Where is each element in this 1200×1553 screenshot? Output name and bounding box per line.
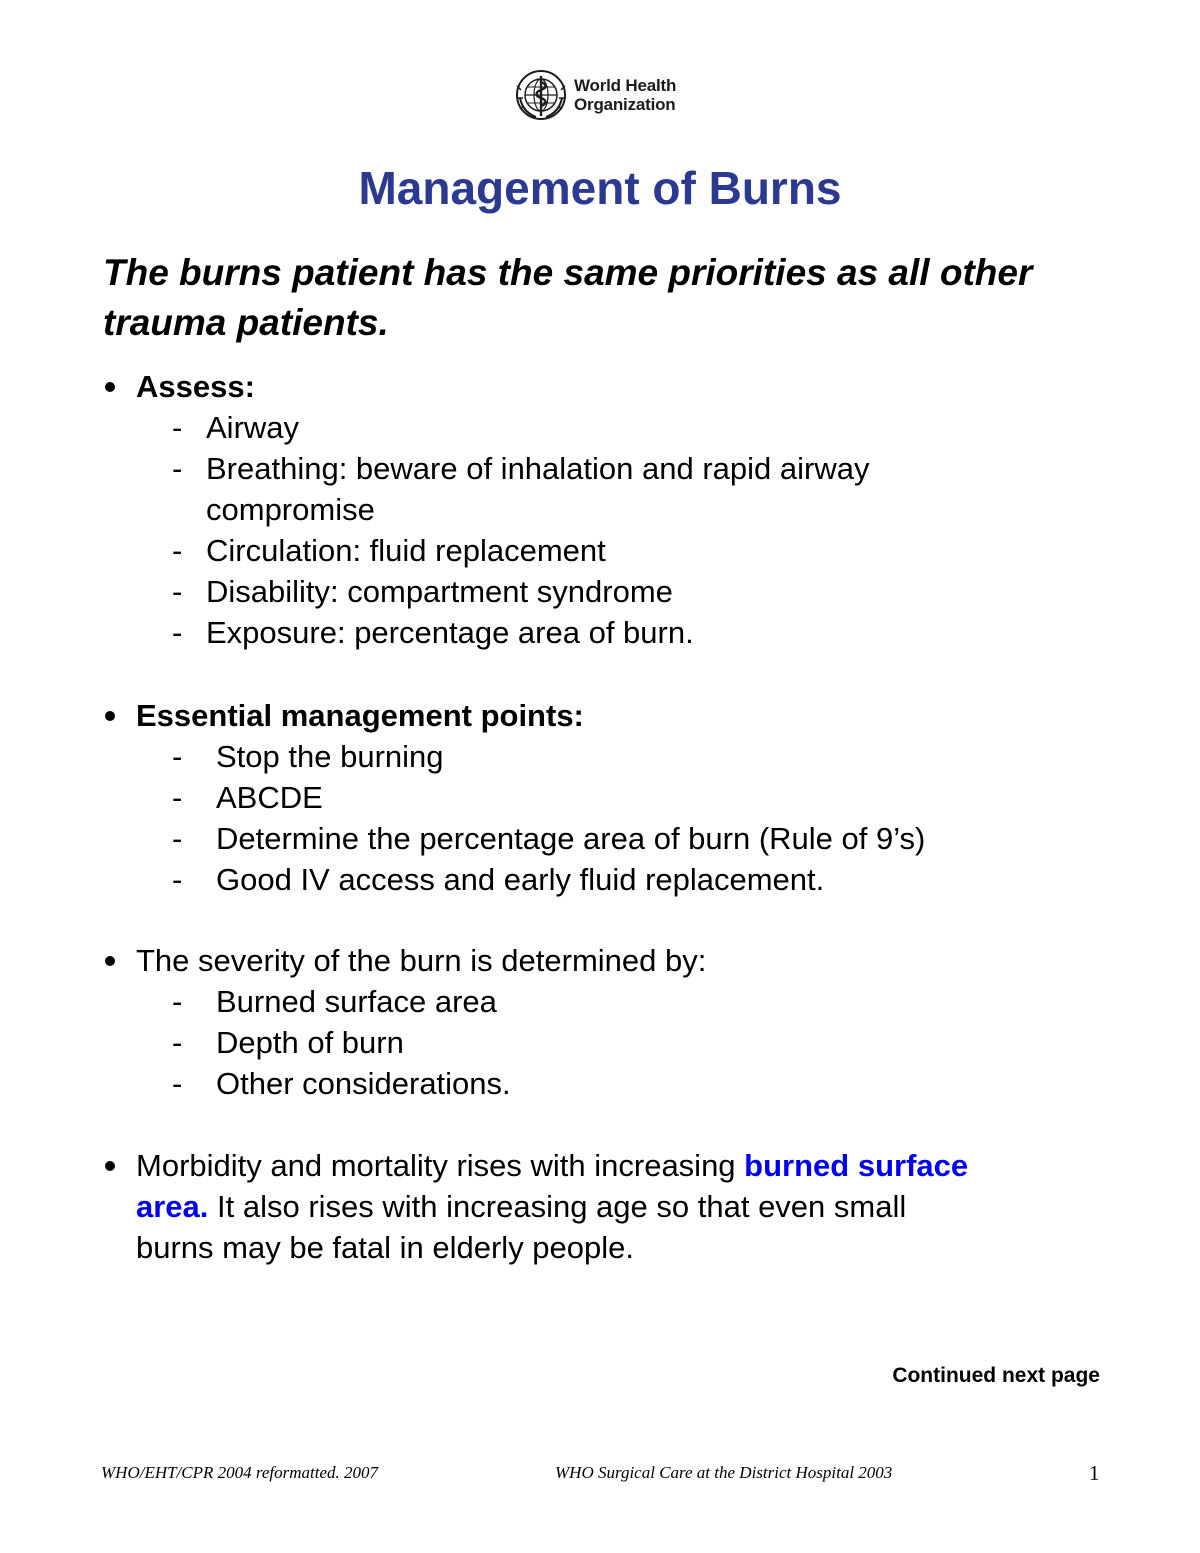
- dash-icon: -: [172, 1025, 183, 1060]
- list-item: [103, 777, 1103, 818]
- footer-left: WHO/EHT/CPR 2004 reformatted. 2007: [101, 1463, 379, 1482]
- assess-item-text: Airway: [206, 410, 300, 445]
- who-emblem-icon: [514, 68, 568, 122]
- morbidity-highlight-2: area.: [136, 1189, 209, 1224]
- logo-line-2: Organization: [574, 95, 676, 114]
- severity-item-text: Other considerations.: [216, 1066, 511, 1101]
- essential-heading: Essential management points:: [136, 698, 584, 733]
- section-essential: [103, 695, 1103, 900]
- morbidity-line-1: [136, 1148, 968, 1183]
- page-title: Management of Burns: [358, 162, 842, 214]
- page-number: 1: [1089, 1461, 1100, 1485]
- morbidity-text-before: Morbidity and mortality rises with increasing: [136, 1148, 745, 1183]
- assess-item-text: Disability: compartment syndrome: [206, 574, 673, 609]
- severity-item-text: Depth of burn: [216, 1025, 404, 1060]
- who-logo: [514, 68, 676, 122]
- who-logo-text: [574, 76, 676, 114]
- dash-icon: -: [172, 533, 183, 568]
- bullet-icon: [105, 711, 115, 721]
- severity-heading: The severity of the burn is determined by:: [136, 943, 707, 978]
- morbidity-highlight-1: burned surface: [744, 1148, 969, 1183]
- list-item: [103, 859, 1103, 900]
- list-item: [103, 1022, 1103, 1063]
- list-item: [103, 1063, 1103, 1104]
- severity-list: [103, 981, 1103, 1104]
- list-item: [103, 612, 1103, 653]
- essential-item-text: Determine the percentage area of burn (Rule of 9’s): [216, 821, 926, 856]
- bullet-severity: [103, 940, 1103, 981]
- list-item: [103, 530, 1103, 571]
- assess-heading: Assess:: [136, 369, 255, 404]
- essential-item-text: Stop the burning: [216, 739, 444, 774]
- dash-icon: -: [172, 451, 183, 486]
- bullet-icon: [105, 956, 115, 966]
- bullet-icon: [105, 382, 115, 392]
- continued-label: Continued next page: [892, 1364, 1100, 1387]
- logo-line-1: World Health: [574, 76, 677, 95]
- assess-item-text: Breathing: beware of inhalation and rapid airway: [206, 451, 870, 486]
- dash-icon: -: [172, 410, 183, 445]
- essential-item-text: Good IV access and early fluid replacement.: [216, 862, 825, 897]
- list-item: [103, 407, 1103, 448]
- dash-icon: -: [172, 574, 183, 609]
- footer-center: WHO Surgical Care at the District Hospital 2003: [555, 1463, 893, 1482]
- dash-icon: -: [172, 821, 183, 856]
- morbidity-line-3: burns may be fatal in elderly people.: [136, 1230, 635, 1265]
- assess-item-text: Exposure: percentage area of burn.: [206, 615, 694, 650]
- list-item: [103, 818, 1103, 859]
- list-item: [103, 981, 1103, 1022]
- section-severity: [103, 940, 1103, 1104]
- dash-icon: -: [172, 780, 183, 815]
- section-assess: [103, 366, 1103, 653]
- dash-icon: -: [172, 615, 183, 650]
- morbidity-text-after: It also rises with increasing age so that even small: [208, 1189, 907, 1224]
- essential-item-text: ABCDE: [216, 780, 323, 815]
- section-morbidity: [103, 1145, 1103, 1268]
- dash-icon: -: [172, 984, 183, 1019]
- assess-item-text: Circulation: fluid replacement: [206, 533, 606, 568]
- subtitle: The burns patient has the same priorities as all other trauma patients.: [103, 252, 1033, 343]
- dash-icon: -: [172, 739, 183, 774]
- bullet-assess: [103, 366, 1103, 407]
- dash-icon: -: [172, 862, 183, 897]
- severity-item-text: Burned surface area: [216, 984, 497, 1019]
- assess-list: [103, 407, 1103, 653]
- morbidity-line-2: [136, 1189, 906, 1224]
- list-item: [103, 571, 1103, 612]
- list-item-continuation: [103, 489, 1103, 530]
- assess-item-text: compromise: [206, 492, 375, 527]
- bullet-icon: [105, 1161, 115, 1171]
- essential-list: [103, 736, 1103, 900]
- list-item: [103, 736, 1103, 777]
- dash-icon: -: [172, 1066, 183, 1101]
- bullet-essential: [103, 695, 1103, 736]
- bullet-morbidity: [103, 1145, 1103, 1268]
- list-item: [103, 448, 1103, 489]
